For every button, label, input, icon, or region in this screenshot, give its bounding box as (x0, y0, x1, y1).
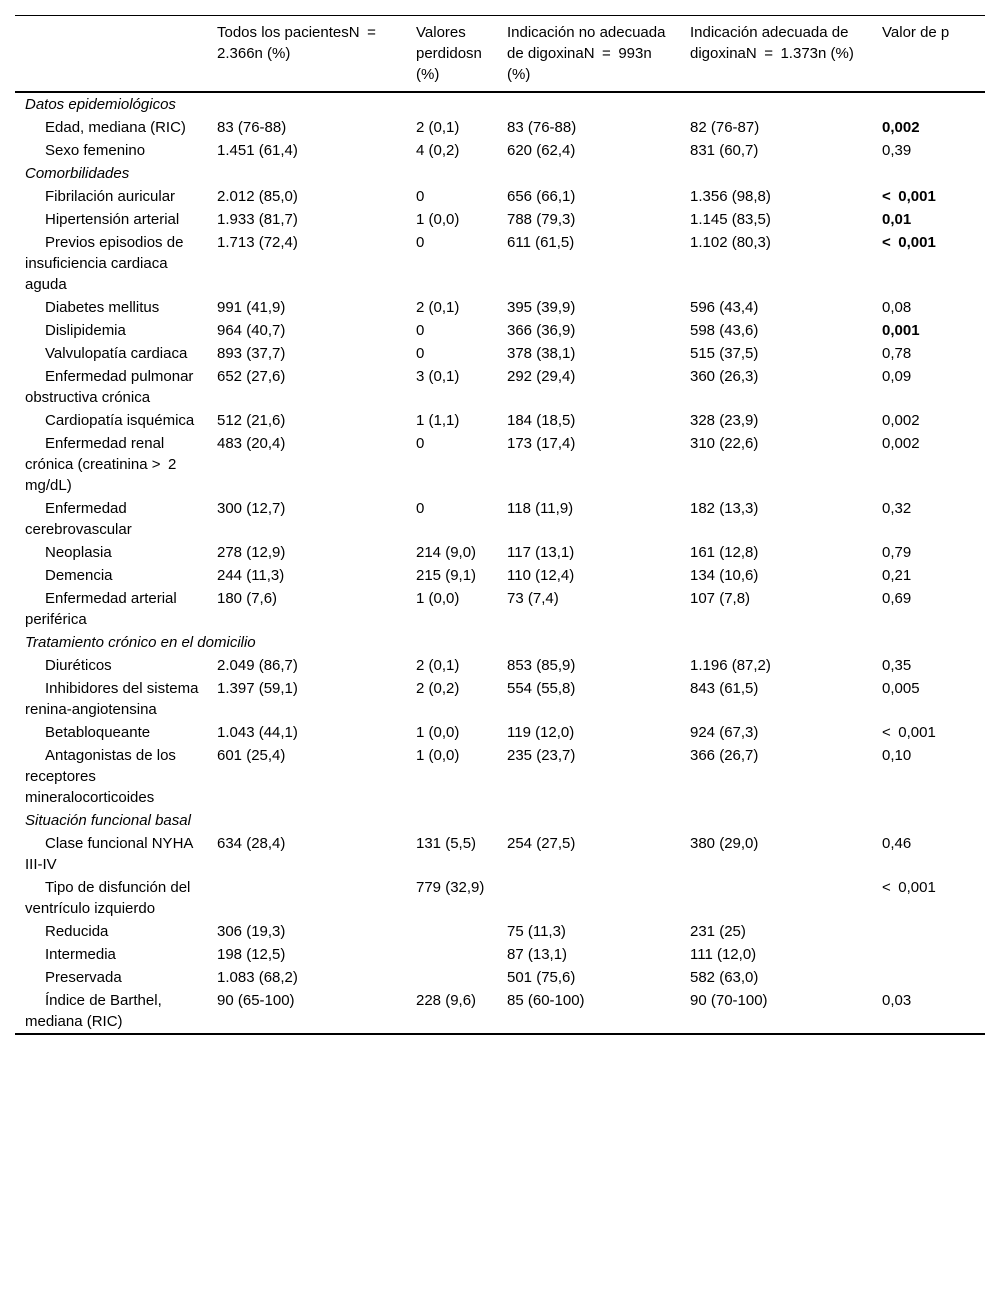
cell-adequate: 161 (12,8) (690, 544, 759, 561)
cell-all-patients: 244 (11,3) (217, 567, 285, 584)
cell-p-value: 0,002 (882, 435, 920, 452)
cell-missing: 779 (32,9) (416, 879, 485, 896)
cell-all-patients: 964 (40,7) (217, 322, 286, 339)
cell-missing: 1 (1,1) (416, 412, 460, 429)
cell-inadequate: 366 (36,9) (507, 322, 576, 339)
cell-inadequate: 110 (12,4) (507, 567, 575, 584)
cell-inadequate: 75 (11,3) (507, 923, 566, 940)
header-cell-all-patients: Todos los pacientesN = 2.366n (%) (217, 24, 384, 62)
cell-adequate: 231 (25) (690, 923, 746, 940)
table-row (15, 876, 985, 920)
table-row (15, 989, 985, 1034)
cell-adequate: 380 (29,0) (690, 835, 759, 852)
cell-inadequate: 184 (18,5) (507, 412, 576, 429)
table-row (15, 231, 985, 296)
cell-inadequate: 501 (75,6) (507, 969, 576, 986)
cell-label: Inhibidores del sistema renina-angiotensina (25, 680, 199, 718)
cell-all-patients: 83 (76-88) (217, 119, 287, 136)
cell-all-patients: 1.083 (68,2) (217, 969, 298, 986)
cell-adequate: 82 (76-87) (690, 119, 760, 136)
cell-missing: 0 (416, 435, 425, 452)
cell-p-value: 0,09 (882, 368, 912, 385)
cell-inadequate: 853 (85,9) (507, 657, 576, 674)
cell-inadequate: 87 (13,1) (507, 946, 568, 963)
cell-missing: 2 (0,2) (416, 680, 460, 697)
cell-all-patients: 1.451 (61,4) (217, 142, 298, 159)
table-row (15, 319, 985, 342)
cell-p-value: 0,79 (882, 544, 912, 561)
table-row (15, 920, 985, 943)
cell-adequate: 598 (43,6) (690, 322, 759, 339)
table-row (15, 342, 985, 365)
cell-all-patients: 1.043 (44,1) (217, 724, 298, 741)
cell-p-value: < 0,001 (882, 879, 936, 896)
cell-label: Enfermedad renal crónica (creatinina > 2 mg/dL) (25, 435, 184, 494)
cell-label: Preservada (45, 969, 122, 986)
section-heading: Datos epidemiológicos (25, 96, 176, 113)
data-table (15, 15, 985, 1035)
cell-p-value (872, 966, 985, 989)
cell-label: Valvulopatía cardiaca (45, 345, 188, 362)
cell-all-patients: 512 (21,6) (217, 412, 286, 429)
cell-label: Demencia (45, 567, 113, 584)
cell-p-value: 0,39 (882, 142, 912, 159)
cell-inadequate: 117 (13,1) (507, 544, 575, 561)
cell-adequate: 582 (63,0) (690, 969, 759, 986)
cell-adequate: 515 (37,5) (690, 345, 759, 362)
cell-label: Neoplasia (45, 544, 112, 561)
cell-inadequate: 173 (17,4) (507, 435, 576, 452)
cell-missing: 131 (5,5) (416, 835, 477, 852)
cell-inadequate: 73 (7,4) (507, 590, 559, 607)
table-row (15, 744, 985, 809)
header-cell-inadequate: Indicación no adecuada de digoxinaN = 993n (%) (507, 24, 666, 83)
cell-inadequate (497, 876, 680, 920)
table-row (15, 721, 985, 744)
cell-all-patients: 601 (25,4) (217, 747, 286, 764)
cell-adequate: 182 (13,3) (690, 500, 759, 517)
cell-missing (406, 966, 497, 989)
table-row (15, 832, 985, 876)
cell-inadequate: 235 (23,7) (507, 747, 576, 764)
cell-p-value: 0,002 (882, 119, 920, 136)
cell-label: Edad, mediana (RIC) (45, 119, 186, 136)
table-body (15, 92, 985, 1034)
section-row (15, 631, 985, 654)
cell-missing (406, 920, 497, 943)
cell-p-value (872, 943, 985, 966)
cell-label: Antagonistas de los receptores mineralocorticoides (25, 747, 176, 806)
cell-inadequate: 554 (55,8) (507, 680, 576, 697)
cell-adequate: 111 (12,0) (690, 946, 757, 963)
cell-missing: 2 (0,1) (416, 119, 460, 136)
cell-all-patients: 991 (41,9) (217, 299, 286, 316)
table-row (15, 116, 985, 139)
table-row (15, 564, 985, 587)
table-row (15, 296, 985, 319)
cell-p-value: 0,32 (882, 500, 912, 517)
cell-p-value: 0,35 (882, 657, 912, 674)
cell-missing: 1 (0,0) (416, 211, 460, 228)
cell-p-value (872, 920, 985, 943)
cell-all-patients: 483 (20,4) (217, 435, 286, 452)
cell-all-patients: 300 (12,7) (217, 500, 286, 517)
cell-missing (406, 943, 497, 966)
section-row (15, 92, 985, 116)
cell-p-value: 0,01 (882, 211, 912, 228)
cell-p-value: < 0,001 (882, 188, 936, 205)
cell-label: Cardiopatía isquémica (45, 412, 195, 429)
table-row (15, 587, 985, 631)
cell-adequate: 1.356 (98,8) (690, 188, 771, 205)
cell-missing: 2 (0,1) (416, 299, 460, 316)
cell-inadequate: 292 (29,4) (507, 368, 576, 385)
cell-p-value: 0,78 (882, 345, 912, 362)
cell-label: Sexo femenino (45, 142, 146, 159)
cell-p-value: 0,005 (882, 680, 920, 697)
cell-all-patients: 2.012 (85,0) (217, 188, 298, 205)
cell-inadequate: 83 (76-88) (507, 119, 577, 136)
cell-p-value: 0,08 (882, 299, 912, 316)
cell-inadequate: 254 (27,5) (507, 835, 576, 852)
cell-p-value: 0,46 (882, 835, 912, 852)
cell-missing: 228 (9,6) (416, 992, 477, 1009)
table-row (15, 432, 985, 497)
cell-missing: 1 (0,0) (416, 724, 460, 741)
header-cell-adequate: Indicación adecuada de digoxinaN = 1.373n (%) (690, 24, 854, 62)
header-cell-p-value: Valor de p (882, 24, 950, 41)
cell-label: Índice de Barthel, mediana (RIC) (25, 992, 162, 1030)
cell-all-patients: 198 (12,5) (217, 946, 286, 963)
table-row (15, 943, 985, 966)
cell-p-value: 0,21 (882, 567, 912, 584)
table-row (15, 654, 985, 677)
cell-label: Intermedia (45, 946, 116, 963)
cell-inadequate: 620 (62,4) (507, 142, 576, 159)
cell-label: Previos episodios de insuficiencia cardiaca aguda (25, 234, 184, 293)
cell-inadequate: 395 (39,9) (507, 299, 576, 316)
cell-missing: 2 (0,1) (416, 657, 460, 674)
cell-adequate: 596 (43,4) (690, 299, 759, 316)
cell-adequate: 1.145 (83,5) (690, 211, 771, 228)
section-heading: Situación funcional basal (25, 812, 191, 829)
cell-adequate: 366 (26,7) (690, 747, 759, 764)
table-row (15, 185, 985, 208)
cell-adequate (680, 876, 872, 920)
cell-p-value: 0,03 (882, 992, 912, 1009)
cell-label: Diabetes mellitus (45, 299, 160, 316)
cell-missing: 0 (416, 345, 425, 362)
cell-missing: 215 (9,1) (416, 567, 477, 584)
cell-inadequate: 118 (11,9) (507, 500, 574, 517)
cell-label: Clase funcional NYHA III-IV (25, 835, 193, 873)
cell-adequate: 831 (60,7) (690, 142, 759, 159)
cell-all-patients: 1.397 (59,1) (217, 680, 298, 697)
cell-inadequate: 788 (79,3) (507, 211, 576, 228)
cell-adequate: 310 (22,6) (690, 435, 759, 452)
cell-all-patients: 1.933 (81,7) (217, 211, 298, 228)
cell-label: Hipertensión arterial (45, 211, 180, 228)
cell-missing: 4 (0,2) (416, 142, 460, 159)
cell-p-value: 0,001 (882, 322, 920, 339)
cell-inadequate: 119 (12,0) (507, 724, 575, 741)
cell-adequate: 90 (70-100) (690, 992, 768, 1009)
cell-all-patients: 90 (65-100) (217, 992, 295, 1009)
cell-adequate: 924 (67,3) (690, 724, 759, 741)
cell-missing: 1 (0,0) (416, 590, 460, 607)
cell-p-value: 0,002 (882, 412, 920, 429)
cell-all-patients: 634 (28,4) (217, 835, 286, 852)
cell-p-value: < 0,001 (882, 724, 936, 741)
cell-inadequate: 656 (66,1) (507, 188, 576, 205)
section-row (15, 809, 985, 832)
table-row (15, 365, 985, 409)
cell-p-value: 0,69 (882, 590, 912, 607)
cell-label: Enfermedad pulmonar obstructiva crónica (25, 368, 194, 406)
table-row (15, 208, 985, 231)
cell-all-patients: 2.049 (86,7) (217, 657, 298, 674)
cell-missing: 0 (416, 322, 425, 339)
table-row (15, 541, 985, 564)
cell-missing: 214 (9,0) (416, 544, 477, 561)
cell-missing: 1 (0,0) (416, 747, 460, 764)
cell-adequate: 1.196 (87,2) (690, 657, 771, 674)
header-row (15, 16, 985, 93)
cell-missing: 3 (0,1) (416, 368, 460, 385)
cell-label: Enfermedad cerebrovascular (25, 500, 132, 538)
cell-inadequate: 85 (60-100) (507, 992, 585, 1009)
cell-inadequate: 611 (61,5) (507, 234, 575, 251)
cell-all-patients: 278 (12,9) (217, 544, 286, 561)
cell-inadequate: 378 (38,1) (507, 345, 576, 362)
cell-label: Reducida (45, 923, 109, 940)
table-row (15, 139, 985, 162)
cell-all-patients: 1.713 (72,4) (217, 234, 298, 251)
cell-adequate: 360 (26,3) (690, 368, 759, 385)
table-row (15, 409, 985, 432)
table-row (15, 497, 985, 541)
cell-missing: 0 (416, 500, 425, 517)
cell-all-patients: 306 (19,3) (217, 923, 286, 940)
cell-label: Betabloqueante (45, 724, 151, 741)
cell-label: Enfermedad arterial periférica (25, 590, 177, 628)
header-cell-label (15, 16, 207, 93)
cell-p-value: < 0,001 (882, 234, 936, 251)
cell-label: Fibrilación auricular (45, 188, 176, 205)
cell-label: Diuréticos (45, 657, 112, 674)
cell-label: Tipo de disfunción del ventrículo izquierdo (25, 879, 191, 917)
cell-adequate: 134 (10,6) (690, 567, 759, 584)
table-row (15, 677, 985, 721)
cell-all-patients: 652 (27,6) (217, 368, 286, 385)
section-row (15, 162, 985, 185)
table-row (15, 966, 985, 989)
cell-adequate: 328 (23,9) (690, 412, 759, 429)
cell-all-patients: 893 (37,7) (217, 345, 286, 362)
header-cell-missing: Valores perdidosn (%) (416, 24, 482, 83)
cell-adequate: 843 (61,5) (690, 680, 759, 697)
cell-missing: 0 (416, 188, 425, 205)
section-heading: Tratamiento crónico en el domicilio (25, 634, 256, 651)
cell-adequate: 1.102 (80,3) (690, 234, 771, 251)
cell-missing: 0 (416, 234, 425, 251)
section-heading: Comorbilidades (25, 165, 130, 182)
cell-all-patients (207, 876, 406, 920)
cell-label: Dislipidemia (45, 322, 126, 339)
cell-p-value: 0,10 (882, 747, 912, 764)
cell-adequate: 107 (7,8) (690, 590, 751, 607)
cell-all-patients: 180 (7,6) (217, 590, 278, 607)
